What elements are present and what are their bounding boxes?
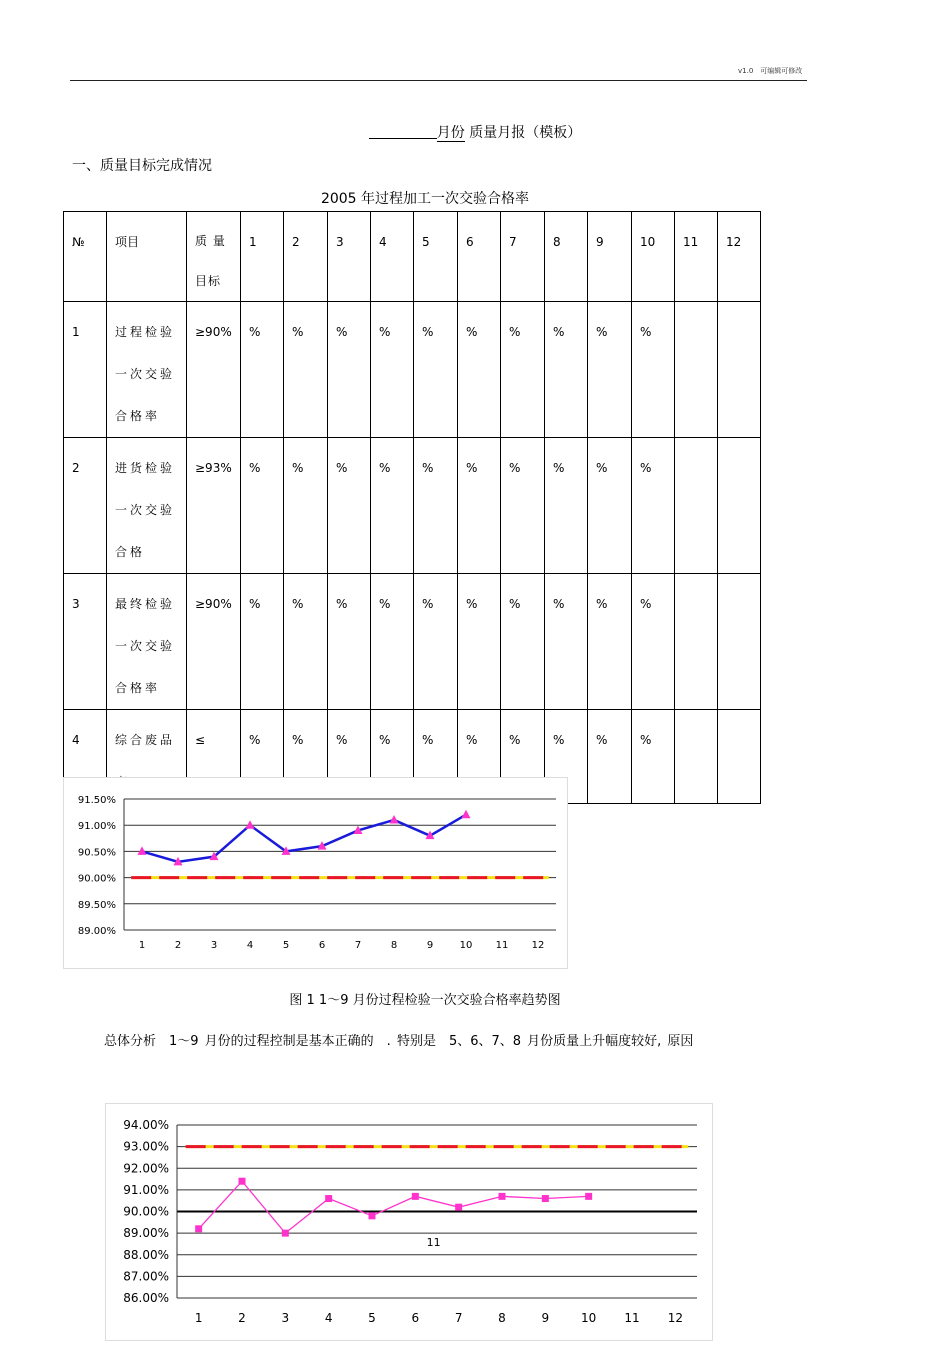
x-tick-label: 12 xyxy=(667,1311,683,1325)
y-tick-label: 91.00% xyxy=(123,1182,169,1197)
data-point xyxy=(455,1204,462,1211)
month-cell: % xyxy=(414,710,458,804)
month-cell: % xyxy=(588,302,632,438)
month-cell: % xyxy=(241,438,284,574)
month-cell: % xyxy=(241,302,284,438)
month-cell: % xyxy=(414,574,458,710)
month-cell xyxy=(675,302,718,438)
table-header-cell: 质 量 目标 xyxy=(187,212,241,302)
trend-chart-2 xyxy=(105,1103,713,1341)
y-tick-label: 91.50% xyxy=(77,795,116,806)
x-tick-label: 6 xyxy=(318,940,326,951)
data-point xyxy=(282,1230,289,1237)
row-item: 进货检验一次交验合格 xyxy=(107,438,187,574)
x-tick-label: 3 xyxy=(281,1311,290,1325)
x-tick-label: 4 xyxy=(246,940,254,951)
month-cell: % xyxy=(501,574,545,710)
month-cell xyxy=(675,710,718,804)
trend-chart-1 xyxy=(63,777,568,969)
section-heading: 一、质量目标完成情况 xyxy=(72,158,212,174)
month-cell: % xyxy=(371,438,414,574)
month-cell: % xyxy=(632,302,675,438)
table-header-cell: 2 xyxy=(284,212,328,302)
y-tick-label: 90.00% xyxy=(77,873,116,885)
data-point xyxy=(325,1195,332,1202)
x-tick-label: 7 xyxy=(454,1311,463,1325)
x-tick-label: 8 xyxy=(390,940,398,951)
x-tick-label: 9 xyxy=(426,940,434,951)
row-target: ≤ xyxy=(187,710,241,804)
y-tick-label: 89.00% xyxy=(123,1226,169,1241)
month-cell: % xyxy=(588,438,632,574)
quality-table xyxy=(63,211,761,804)
x-tick-label: 2 xyxy=(238,1311,246,1325)
month-cell xyxy=(675,438,718,574)
month-cell: % xyxy=(501,302,545,438)
row-target: ≥90% xyxy=(187,302,241,438)
row-number: 3 xyxy=(64,574,107,710)
month-cell xyxy=(675,574,718,710)
table-header-cell: 9 xyxy=(588,212,632,302)
table-row xyxy=(64,302,761,438)
month-cell: % xyxy=(241,710,284,804)
table-header-cell: 7 xyxy=(501,212,545,302)
data-point xyxy=(499,1193,506,1200)
x-tick-label: 8 xyxy=(498,1311,506,1325)
y-tick-label: 94.00% xyxy=(123,1118,169,1132)
month-cell: % xyxy=(284,302,328,438)
month-cell: % xyxy=(241,574,284,710)
header-rule xyxy=(70,80,807,81)
table-row xyxy=(64,438,761,574)
y-tick-label: 86.00% xyxy=(123,1291,169,1305)
month-cell: % xyxy=(632,438,675,574)
month-cell: % xyxy=(284,438,328,574)
row-target: ≥90% xyxy=(187,574,241,710)
analysis-text: 总体分析 1～9 月份的过程控制是基本正确的 . 特别是 5、6、7、8 月份质量上升幅度较好, 原因 xyxy=(104,1034,694,1049)
month-cell: % xyxy=(284,574,328,710)
data-point xyxy=(542,1195,549,1202)
y-tick-label: 93.00% xyxy=(123,1139,169,1154)
table-header-cell: № xyxy=(64,212,107,302)
chart-caption: 图 1 1～9 月份过程检验一次交验合格率趋势图 xyxy=(289,993,561,1008)
y-tick-label: 92.00% xyxy=(123,1161,169,1176)
month-cell: % xyxy=(501,710,545,804)
x-tick-label: 3 xyxy=(210,940,218,951)
month-cell: % xyxy=(632,574,675,710)
y-tick-label: 89.50% xyxy=(77,899,116,911)
x-tick-label: 1 xyxy=(138,940,146,951)
table-header-cell: 11 xyxy=(675,212,718,302)
data-point xyxy=(195,1225,202,1232)
table-header-cell: 1 xyxy=(241,212,284,302)
month-cell: % xyxy=(284,710,328,804)
table-header-cell: 8 xyxy=(545,212,588,302)
month-cell: % xyxy=(545,710,588,804)
month-cell: % xyxy=(588,710,632,804)
month-cell xyxy=(718,574,761,710)
x-tick-label: 7 xyxy=(354,940,362,951)
x-tick-label: 11 xyxy=(495,940,509,951)
row-number: 1 xyxy=(64,302,107,438)
version-note: v1.0 可编辑可修改 xyxy=(738,67,803,75)
table-header-cell: 3 xyxy=(328,212,371,302)
month-cell: % xyxy=(371,574,414,710)
row-item: 综合废品 xyxy=(107,710,187,804)
table-header-cell: 项目 xyxy=(107,212,187,302)
x-tick-label: 6 xyxy=(411,1311,420,1325)
month-cell: % xyxy=(371,302,414,438)
x-tick-label: 2 xyxy=(174,940,182,951)
x-tick-label: 11 xyxy=(624,1311,640,1325)
y-tick-label: 91.00% xyxy=(77,821,116,833)
data-point xyxy=(369,1212,376,1219)
month-cell: % xyxy=(328,302,371,438)
data-point xyxy=(239,1178,246,1185)
x-tick-label: 10 xyxy=(459,940,473,951)
y-tick-label: 88.00% xyxy=(123,1247,169,1262)
table-header-cell: 4 xyxy=(371,212,414,302)
month-cell: % xyxy=(588,574,632,710)
x-tick-label: 12 xyxy=(531,940,545,951)
x-tick-label: 5 xyxy=(282,940,290,951)
y-tick-label: 90.50% xyxy=(77,847,116,859)
x-tick-label: 4 xyxy=(324,1311,333,1325)
month-cell: % xyxy=(545,302,588,438)
chart-annotation: 11 xyxy=(426,1236,441,1250)
table-row xyxy=(64,574,761,710)
title-month: 月份 xyxy=(436,125,465,141)
month-cell: % xyxy=(328,438,371,574)
month-cell: % xyxy=(458,438,501,574)
chart-frame xyxy=(106,1104,713,1341)
table-header-cell: 6 xyxy=(458,212,501,302)
y-tick-label: 90.00% xyxy=(123,1204,169,1219)
document-title xyxy=(0,122,950,142)
table-header-row xyxy=(64,212,761,302)
table-header-cell: 10 xyxy=(632,212,675,302)
data-point xyxy=(412,1193,419,1200)
month-cell: % xyxy=(632,710,675,804)
month-cell xyxy=(718,302,761,438)
month-cell: % xyxy=(545,574,588,710)
x-tick-label: 5 xyxy=(368,1311,376,1325)
y-tick-label: 87.00% xyxy=(123,1269,169,1284)
month-cell: % xyxy=(328,574,371,710)
row-number: 2 xyxy=(64,438,107,574)
month-cell: % xyxy=(371,710,414,804)
month-cell: % xyxy=(414,438,458,574)
row-item: 过程检验一次交验合格率 xyxy=(107,302,187,438)
x-tick-label: 10 xyxy=(581,1311,597,1325)
x-tick-label: 9 xyxy=(541,1311,550,1325)
month-cell: % xyxy=(414,302,458,438)
row-item: 最终检验一次交验合格率 xyxy=(107,574,187,710)
title-text: 质量月报（模板） xyxy=(464,125,582,141)
x-tick-label: 1 xyxy=(194,1311,203,1325)
month-cell xyxy=(718,710,761,804)
month-cell: % xyxy=(328,710,371,804)
month-cell: % xyxy=(501,438,545,574)
row-target: ≥93% xyxy=(187,438,241,574)
table-title: 2005 年过程加工一次交验合格率 xyxy=(320,191,530,207)
month-cell: % xyxy=(458,710,501,804)
month-cell: % xyxy=(458,302,501,438)
table-header-cell: 12 xyxy=(718,212,761,302)
table-header-cell: 5 xyxy=(414,212,458,302)
y-tick-label: 89.00% xyxy=(77,926,116,937)
month-cell: % xyxy=(545,438,588,574)
row-number: 4 xyxy=(64,710,107,804)
month-blank xyxy=(369,124,437,139)
month-cell: % xyxy=(458,574,501,710)
data-point xyxy=(585,1193,592,1200)
month-cell xyxy=(718,438,761,574)
